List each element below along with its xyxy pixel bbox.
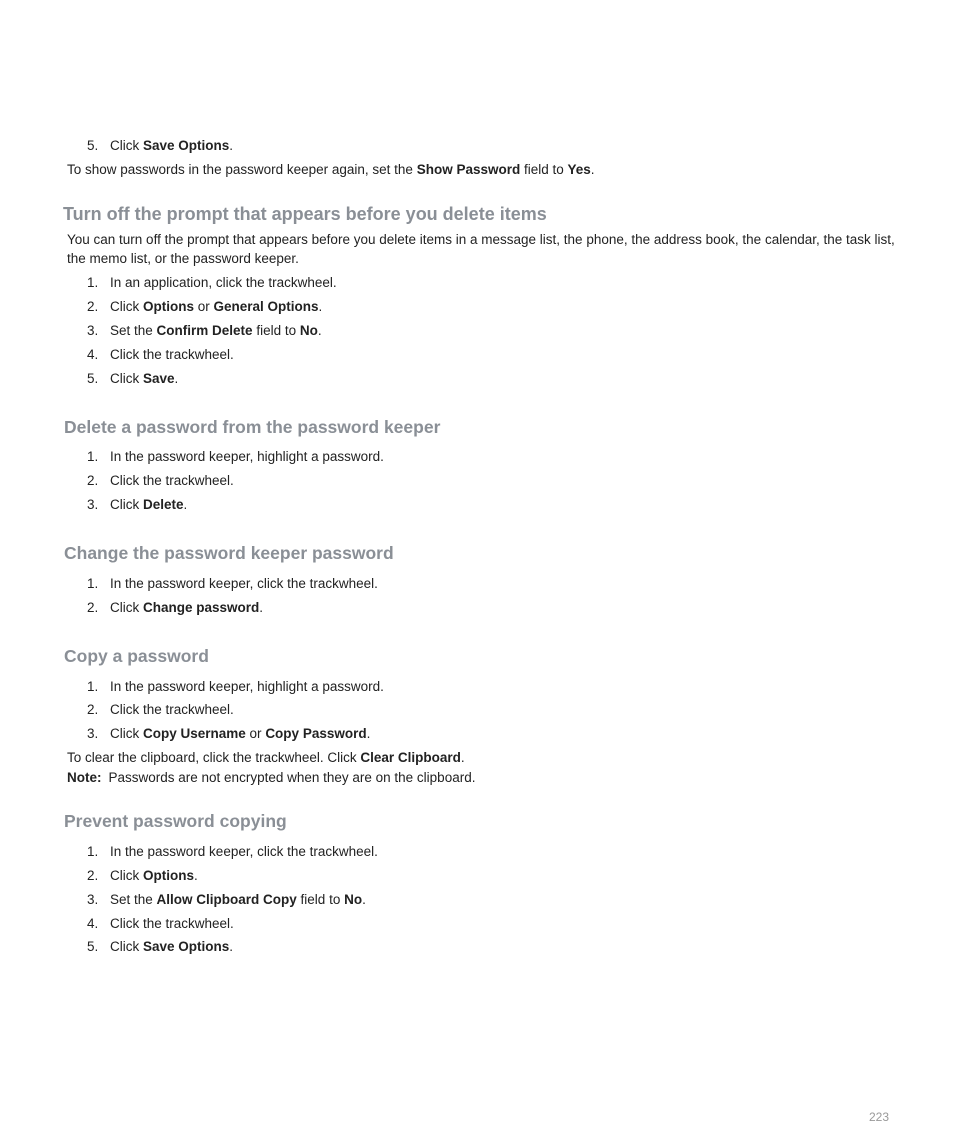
step-item: 4. Click the trackwheel. <box>87 347 234 362</box>
section-heading: Turn off the prompt that appears before you delete items <box>63 204 547 224</box>
step-item: 2. Click the trackwheel. <box>87 473 234 488</box>
step-item: 3. Set the Confirm Delete field to No. <box>87 323 322 338</box>
step-item: 3. Click Delete. <box>87 497 188 512</box>
step-item: 1. In the password keeper, highlight a password. <box>87 449 384 464</box>
step-item: 1. In an application, click the trackwheel. <box>87 275 337 290</box>
note-label: Note: <box>67 770 102 785</box>
paragraph: To show passwords in the password keeper again, set the Show Password field to Yes. <box>67 162 595 177</box>
step-item: 5. Click Save Options. <box>87 939 234 954</box>
step-item: 2. Click Change password. <box>87 600 264 615</box>
section-heading: Copy a password <box>64 646 209 666</box>
step-item: 1. In the password keeper, highlight a password. <box>87 679 384 694</box>
step-item: 1. In the password keeper, click the trackwheel. <box>87 576 378 591</box>
step-item: 5. Click Save Options. <box>87 138 234 153</box>
paragraph: To clear the clipboard, click the trackwheel. Click Clear Clipboard. <box>67 750 465 765</box>
page-number: 223 <box>869 1110 890 1124</box>
step-item: 3. Click Copy Username or Copy Password. <box>87 726 371 741</box>
step-item: 3. Set the Allow Clipboard Copy field to No. <box>87 892 366 907</box>
section-heading: Delete a password from the password keeper <box>64 417 441 437</box>
section-heading: Change the password keeper password <box>64 543 394 563</box>
section-heading: Prevent password copying <box>64 811 287 831</box>
note: Note: Passwords are not encrypted when they are on the clipboard. <box>67 770 476 785</box>
step-item: 5. Click Save. <box>87 371 179 386</box>
step-item: 2. Click the trackwheel. <box>87 702 234 717</box>
step-item: 2. Click Options or General Options. <box>87 299 323 314</box>
paragraph: You can turn off the prompt that appears before you delete items in a message list, the phone, the address book, the calendar, the task list, the memo list, or the password keeper. <box>67 232 895 266</box>
step-item: 1. In the password keeper, click the trackwheel. <box>87 844 378 859</box>
step-item: 2. Click Options. <box>87 868 198 883</box>
step-item: 4. Click the trackwheel. <box>87 916 234 931</box>
